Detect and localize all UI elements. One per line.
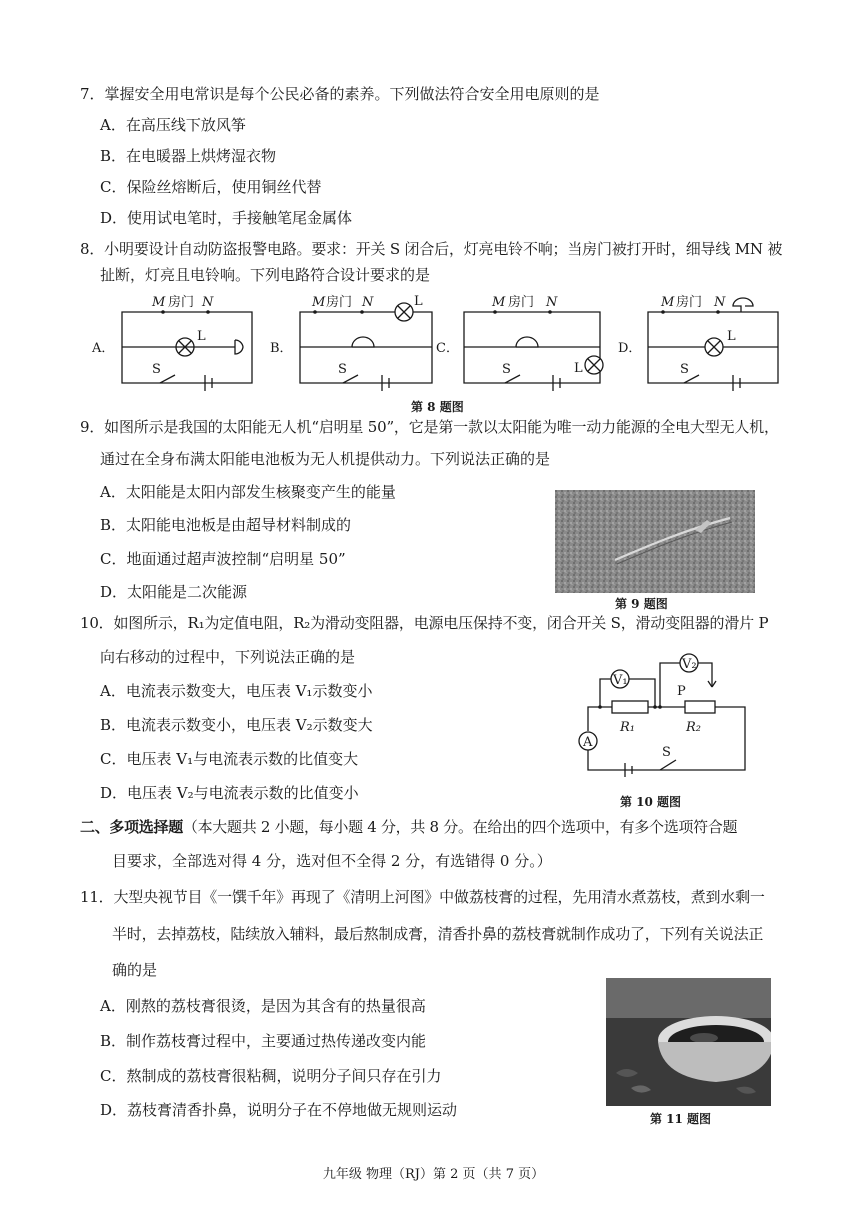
- q10-v1-label: V₁: [613, 673, 628, 688]
- q8-d-l: L: [727, 329, 736, 344]
- q11-option-a: A．刚熬的荔枝膏很烫，是因为其含有的热量很高: [100, 997, 426, 1015]
- q8-a-s: S: [152, 362, 161, 377]
- q10-r1-label: R₁: [620, 720, 635, 735]
- q11-option-c: C．熬制成的荔枝膏很粘稠，说明分子间只存在引力: [100, 1067, 442, 1085]
- q10-stem-line1: 10．如图所示，R₁为定值电阻，R₂为滑动变阻器，电源电压保持不变，闭合开关 S，滑动变阻器的滑片 P: [80, 614, 769, 632]
- section2-heading: 二、多项选择题: [80, 818, 183, 836]
- q10-v2-label: V₂: [682, 657, 697, 672]
- q8-c-s: S: [502, 362, 511, 377]
- q7-option-b: B．在电暖器上烘烤湿衣物: [100, 147, 277, 165]
- q8-a-l: L: [197, 329, 206, 344]
- q8-circuit-d: [648, 298, 778, 391]
- q9-option-a: A．太阳能是太阳内部发生核聚变产生的能量: [100, 483, 396, 501]
- q8-b-l: L: [414, 294, 423, 309]
- q9-drone-photo: [555, 490, 755, 593]
- q11-stem-line2: 半时，去掉荔枝，陆续放入辅料，最后熬制成膏，清香扑鼻的荔枝膏就制作成功了，下列有关说法正: [112, 925, 764, 943]
- q8-circuit-diagrams: [0, 290, 867, 400]
- q10-option-a: A．电流表示数变大，电压表 V₁示数变小: [100, 682, 373, 700]
- q9-stem-line1: 9．如图所示是我国的太阳能无人机“启明星 50”，它是第一款以太阳能为唯一动力能源的全电大型无人机，: [80, 418, 779, 436]
- q8-label-d: D．: [618, 341, 642, 356]
- q9-stem-line2: 通过在全身布满太阳能电池板为无人机提供动力。下列说法正确的是: [100, 450, 551, 468]
- q11-stem-line1: 11．大型央视节目《一馔千年》再现了《清明上河图》中做荔枝膏的过程，先用清水煮荔枝，煮到水剩一: [80, 888, 765, 906]
- q8-d-door: 房门: [676, 295, 703, 310]
- q8-b-m: M: [312, 295, 326, 310]
- q8-a-n: N: [202, 295, 214, 310]
- q10-caption: 第 10 题图: [620, 795, 682, 809]
- page-footer: 九年级 物理（RJ）第 2 页（共 7 页）: [322, 1167, 545, 1182]
- q7-stem: 7．掌握安全用电常识是每个公民必备的素养。下列做法符合安全用电原则的是: [80, 85, 600, 103]
- q8-a-m: M: [152, 295, 166, 310]
- q8-circuit-a: [122, 312, 252, 391]
- section2-instructions: （本大题共 2 小题，每小题 4 分，共 8 分。在给出的四个选项中，有多个选项符合题: [182, 818, 738, 836]
- q7-option-c: C．保险丝熔断后，使用铜丝代替: [100, 178, 322, 196]
- q10-r2-label: R₂: [686, 720, 701, 735]
- q10-s-label: S: [662, 745, 671, 760]
- q8-c-n: N: [546, 295, 558, 310]
- q7-option-a: A．在高压线下放风筝: [100, 116, 246, 134]
- q11-option-b: B．制作荔枝膏过程中，主要通过热传递改变内能: [100, 1032, 427, 1050]
- q10-p-label: P: [677, 684, 686, 699]
- q8-stem-line2: 扯断，灯亮且电铃响。下列电路符合设计要求的是: [100, 266, 431, 284]
- q7-option-d: D．使用试电笔时，手接触笔尾金属体: [100, 209, 353, 227]
- q10-stem-line2: 向右移动的过程中，下列说法正确的是: [100, 648, 356, 666]
- q8-d-s: S: [680, 362, 689, 377]
- q11-caption: 第 11 题图: [650, 1112, 712, 1126]
- q11-lychee-paste-photo: [606, 978, 771, 1106]
- q10-circuit-diagram: [570, 645, 770, 775]
- q8-circuit-b: [300, 303, 432, 391]
- q10-option-c: C．电压表 V₁与电流表示数的比值变大: [100, 750, 359, 768]
- q8-label-c: C．: [436, 341, 459, 356]
- q11-option-d: D．荔枝膏清香扑鼻，说明分子在不停地做无规则运动: [100, 1101, 458, 1119]
- q8-d-n: N: [714, 295, 726, 310]
- q8-circuit-c: [464, 312, 603, 391]
- section2-line1: [80, 818, 737, 836]
- q8-c-l: L: [574, 361, 583, 376]
- q9-caption: 第 9 题图: [615, 597, 668, 611]
- q9-option-c: C．地面通过超声波控制“启明星 50”: [100, 550, 346, 568]
- section2-line2: 目要求，全部选对得 4 分，选对但不全得 2 分，有选错得 0 分。）: [112, 852, 552, 870]
- q8-caption: 第 8 题图: [411, 400, 464, 414]
- q10-option-b: B．电流表示数变小，电压表 V₂示数变大: [100, 716, 373, 734]
- q9-option-b: B．太阳能电池板是由超导材料制成的: [100, 516, 352, 534]
- q9-option-d: D．太阳能是二次能源: [100, 583, 248, 601]
- q8-c-door: 房门: [508, 295, 535, 310]
- q8-b-s: S: [338, 362, 347, 377]
- q8-b-door: 房门: [326, 295, 353, 310]
- q8-c-m: M: [492, 295, 506, 310]
- q8-label-b: B．: [270, 341, 293, 356]
- q8-label-a: A．: [92, 341, 115, 356]
- q8-b-n: N: [362, 295, 374, 310]
- q8-a-door: 房门: [168, 295, 195, 310]
- q11-stem-line3: 确的是: [112, 961, 158, 979]
- q10-a-label: A: [583, 735, 593, 750]
- q10-option-d: D．电压表 V₂与电流表示数的比值变小: [100, 784, 359, 802]
- q8-stem-line1: 8．小明要设计自动防盗报警电路。要求：开关 S 闭合后，灯亮电铃不响；当房门被打开时，细导线 MN 被: [80, 240, 783, 258]
- q8-d-m: M: [661, 295, 675, 310]
